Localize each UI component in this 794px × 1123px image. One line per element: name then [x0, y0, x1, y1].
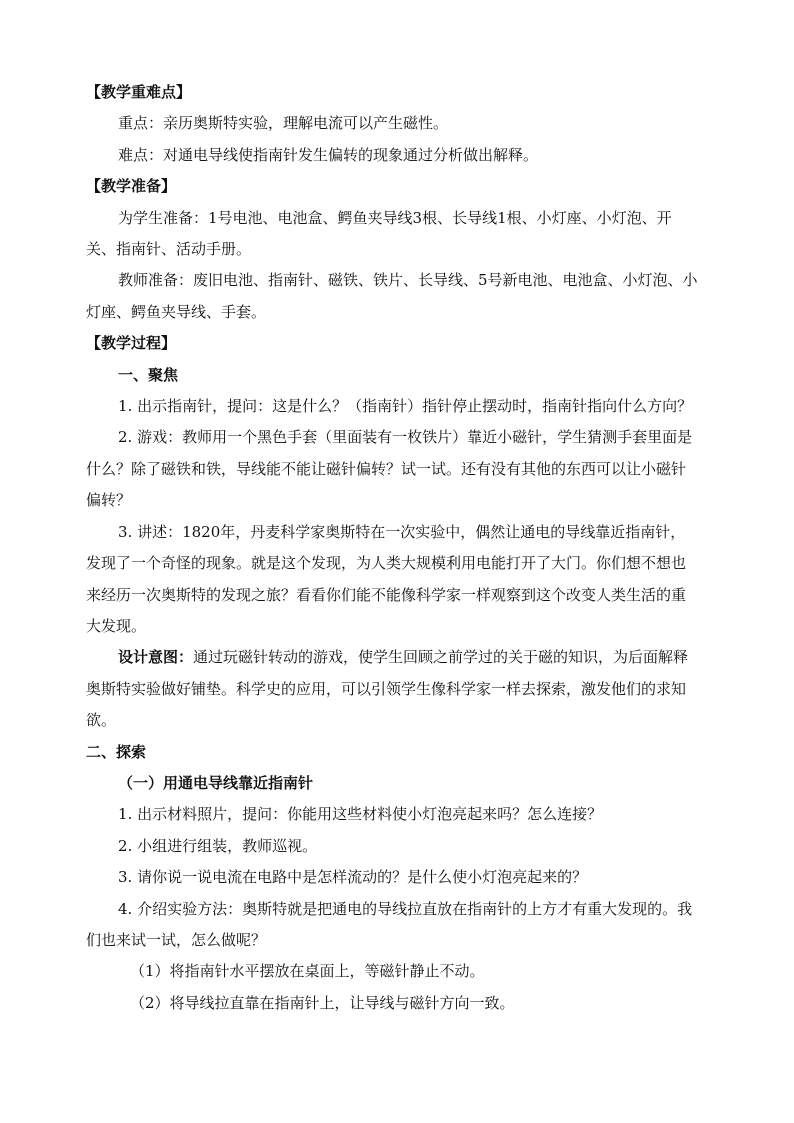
- paragraph-key-point: 重点：亲历奥斯特实验，理解电流可以产生磁性。: [118, 114, 449, 133]
- paragraph-method-2: （2）将导线拉直靠在指南针上，让导线与磁针方向一致。: [130, 993, 515, 1012]
- paragraph-step-1: 1. 出示指南针，提问：这是什么？（指南针）指针停止摆动时，指南针指向什么方向？: [118, 397, 693, 416]
- subheading-explore: 二、探索: [86, 742, 147, 761]
- paragraph-teacher-materials: 教师准备：废旧电池、指南针、磁铁、铁片、长导线、5号新电池、电池盒、小灯泡、小灯座、鳄鱼夹导线、手套。: [86, 271, 698, 321]
- paragraph-explore-step-2: 2. 小组进行组装，教师巡视。: [118, 836, 318, 855]
- section-heading-process: 【教学过程】: [86, 334, 177, 353]
- paragraph-step-3: 3. 讲述：1820年，丹麦科学家奥斯特在一次实验中，偶然让通电的导线靠近指南针，发现了一个奇怪的现象。就是这个发现，为人类大规模利用电能打开了大门。你们想不想也来经历一次奥斯特的发现之旅？看看你们能不能像科学家一样观察到这个改变人类生活的重大发现。: [86, 522, 687, 635]
- paragraph-difficult-point: 难点：对通电导线使指南针发生偏转的现象通过分析做出解释。: [118, 145, 539, 164]
- design-intent-label: 设计意图：: [118, 648, 194, 667]
- subheading-focus: 一、聚焦: [118, 365, 179, 384]
- paragraph-design-intent: [86, 642, 699, 736]
- paragraph-student-materials: 为学生准备：1号电池、电池盒、鳄鱼夹导线3根、长导线1根、小灯座、小灯泡、开关、指南针、活动手册。: [86, 208, 672, 259]
- paragraph-explore-step-4: 4. 介绍实验方法：奥斯特就是把通电的导线拉直放在指南针的上方才有重大发现的。我们也来试一试，怎么做呢？: [86, 899, 693, 949]
- paragraph-step-2: 2. 游戏：教师用一个黑色手套（里面装有一枚铁片）靠近小磁针，学生猜测手套里面是什么？除了磁铁和铁，导线能不能让磁针偏转？试一试。还有没有其他的东西可以让小磁针偏转？: [86, 428, 693, 510]
- section-heading-preparation: 【教学准备】: [86, 177, 177, 196]
- section-heading-difficulty: 【教学重难点】: [86, 83, 192, 101]
- subheading-wire-near-compass: （一）用通电导线靠近指南针: [118, 773, 314, 792]
- paragraph-explore-step-1: 1. 出示材料照片，提问：你能用这些材料使小灯泡亮起来吗？怎么连接？: [118, 805, 603, 824]
- paragraph-explore-step-3: 3. 请你说一说电流在电路中是怎样流动的？是什么使小灯泡亮起来的？: [118, 868, 588, 887]
- design-intent-text: 通过玩磁针转动的游戏，使学生回顾之前学过的关于磁的知识，为后面解释奥斯特实验做好铺垫。科学史的应用，可以引领学生像科学家一样去探索，激发他们的求知欲。: [86, 648, 689, 730]
- paragraph-method-1: （1）将指南针水平摆放在桌面上，等磁针静止不动。: [130, 962, 485, 981]
